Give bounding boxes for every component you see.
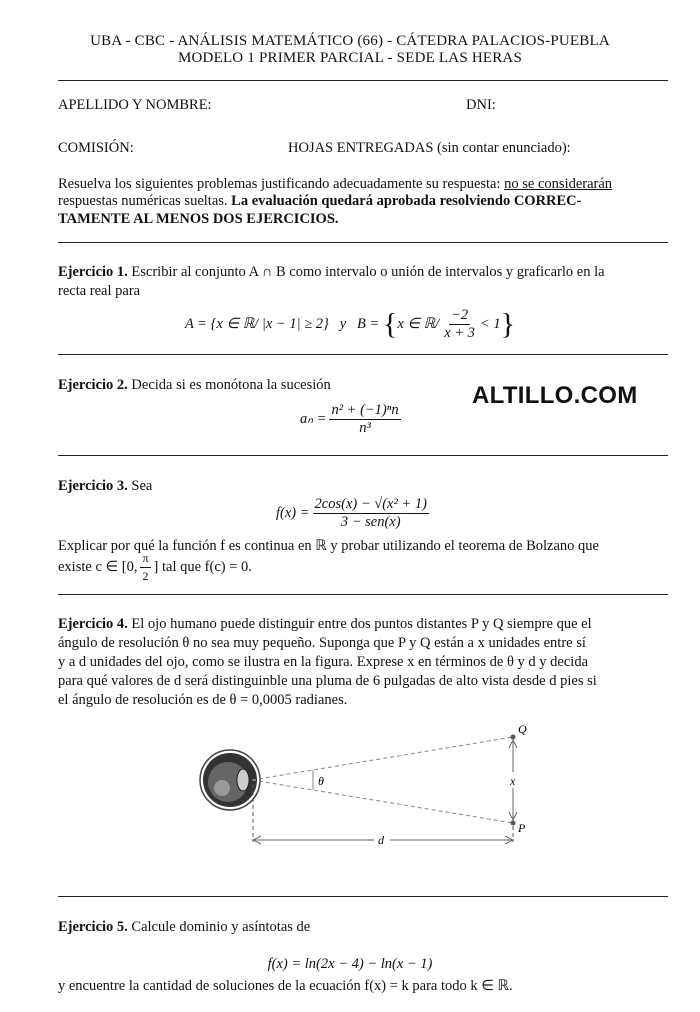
ex4-line-1: [58, 615, 592, 633]
divider: [58, 242, 668, 243]
eye-icon: [200, 750, 260, 810]
text: Resuelva los siguientes problemas justificando adecuadamente su respuesta:: [58, 176, 505, 192]
set-a: A = {x ∈ ℝ/ |x − 1| ≥ 2}: [185, 316, 329, 332]
sight-line-q: [252, 737, 513, 780]
exercise-title: Ejercicio 4.: [58, 616, 128, 632]
instructions-line-3: TAMENTE AL MENOS DOS EJERCICIOS.: [58, 211, 339, 227]
ex3-line-2: Explicar por qué la función f es continua en ℝ y probar utilizando el teorema de Bolzano que: [58, 538, 599, 554]
exercise-title: Ejercicio 2.: [58, 377, 128, 393]
text: ] tal que f(c) = 0.: [153, 559, 252, 575]
p-label: P: [518, 821, 526, 835]
x-label: x: [510, 774, 516, 788]
ex3-line-3: [58, 550, 252, 585]
lhs: aₙ =: [300, 410, 327, 427]
theta-label: θ: [318, 774, 324, 788]
point-p: [511, 821, 516, 826]
lhs: f(x) =: [276, 504, 310, 521]
ex5-formula: f(x) = ln(2x − 4) − ln(x − 1): [267, 956, 433, 972]
altillo-watermark: ALTILLO.COM: [472, 382, 638, 409]
ex2-line-1: [58, 376, 331, 394]
ex4-line-3: y a d unidades del ojo, como se ilustra en la figura. Exprese x en términos de θ y d y decida: [58, 654, 589, 670]
bold-text: La evaluación quedará aprobada resolviendo CORREC-: [231, 193, 582, 209]
divider: [58, 80, 668, 81]
inequality: < 1: [479, 316, 501, 332]
instructions-line-1: [58, 175, 612, 193]
divider: [58, 455, 668, 456]
underlined-text: no se considerarán: [504, 176, 613, 192]
name-field-label: APELLIDO Y NOMBRE:: [58, 97, 212, 113]
ex2-formula: [300, 402, 404, 437]
d-label: d: [378, 833, 384, 847]
dni-field-label: DNI:: [466, 97, 496, 113]
text: Decida si es monótona la sucesión: [131, 377, 331, 393]
set-b-condition: x ∈ ℝ/: [397, 316, 440, 332]
ex1-formula: A = {x ∈ ℝ/ |x − 1| ≥ 2} y B = {x ∈ ℝ/ $\frac{-2}{x + 3}$ < 1}: [185, 307, 515, 342]
fraction: [140, 550, 150, 585]
fraction: [442, 307, 477, 342]
text: existe c ∈ [0,: [58, 559, 138, 575]
text: Calcule dominio y asíntotas de: [131, 919, 311, 935]
ex4-line-4: para qué valores de d será distinguinble una pluma de 6 pulgadas de alto vista desde d pies si: [58, 673, 597, 689]
instructions-line-2: [58, 192, 581, 210]
ex3-line-1: [58, 477, 152, 495]
ex3-formula: [276, 496, 432, 531]
numerator: 2cos(x) − √(x² + 1): [314, 496, 427, 512]
text: El ojo humano puede distinguir entre dos puntos distantes P y Q siempre que el: [131, 616, 592, 632]
ex1-line-2: recta real para: [58, 283, 141, 299]
denominator: 3 − sen(x): [340, 514, 401, 530]
exercise-title: Ejercicio 5.: [58, 919, 128, 935]
divider: [58, 354, 668, 355]
exam-title: UBA - CBC - ANÁLISIS MATEMÁTICO (66) - CÁTEDRA PALACIOS-PUEBLA: [90, 33, 610, 49]
q-label: Q: [518, 722, 527, 736]
divider: [58, 896, 668, 897]
text: respuestas numéricas sueltas.: [58, 193, 232, 209]
conjunction: y: [339, 316, 347, 332]
exercise-title: Ejercicio 3.: [58, 478, 128, 494]
exam-subtitle: MODELO 1 PRIMER PARCIAL - SEDE LAS HERAS: [177, 50, 522, 66]
sight-line-p: [252, 780, 513, 823]
denominator: 2: [142, 569, 149, 584]
fraction: [329, 402, 400, 437]
ex5-line-1: [58, 918, 310, 936]
hojas-field-label: HOJAS ENTREGADAS (sin contar enunciado):: [288, 140, 571, 156]
ex1-line-1: [58, 263, 605, 281]
eye-resolution-figure: [180, 710, 540, 860]
set-b-label: B =: [357, 316, 380, 332]
comision-field-label: COMISIÓN:: [58, 140, 134, 156]
point-q: [511, 735, 516, 740]
denominator: x + 3: [444, 325, 475, 342]
divider: [58, 594, 668, 595]
ex4-line-5: el ángulo de resolución es de θ = 0,0005 radianes.: [58, 692, 348, 708]
ex5-line-2: y encuentre la cantidad de soluciones de la ecuación f(x) = k para todo k ∈ ℝ.: [58, 978, 513, 994]
numerator: n² + (−1)ⁿn: [331, 402, 399, 418]
text: Escribir al conjunto A ∩ B como intervalo o unión de intervalos y graficarlo en la: [131, 264, 605, 280]
text: Sea: [131, 478, 153, 494]
denominator: n³: [359, 420, 371, 436]
exercise-title: Ejercicio 1.: [58, 264, 128, 280]
ex4-line-2: ángulo de resolución θ no sea muy pequeño. Suponga que P y Q están a x unidades entre sí: [58, 635, 586, 651]
numerator: π: [140, 550, 150, 568]
fraction: [313, 496, 429, 531]
numerator: −2: [451, 307, 469, 324]
